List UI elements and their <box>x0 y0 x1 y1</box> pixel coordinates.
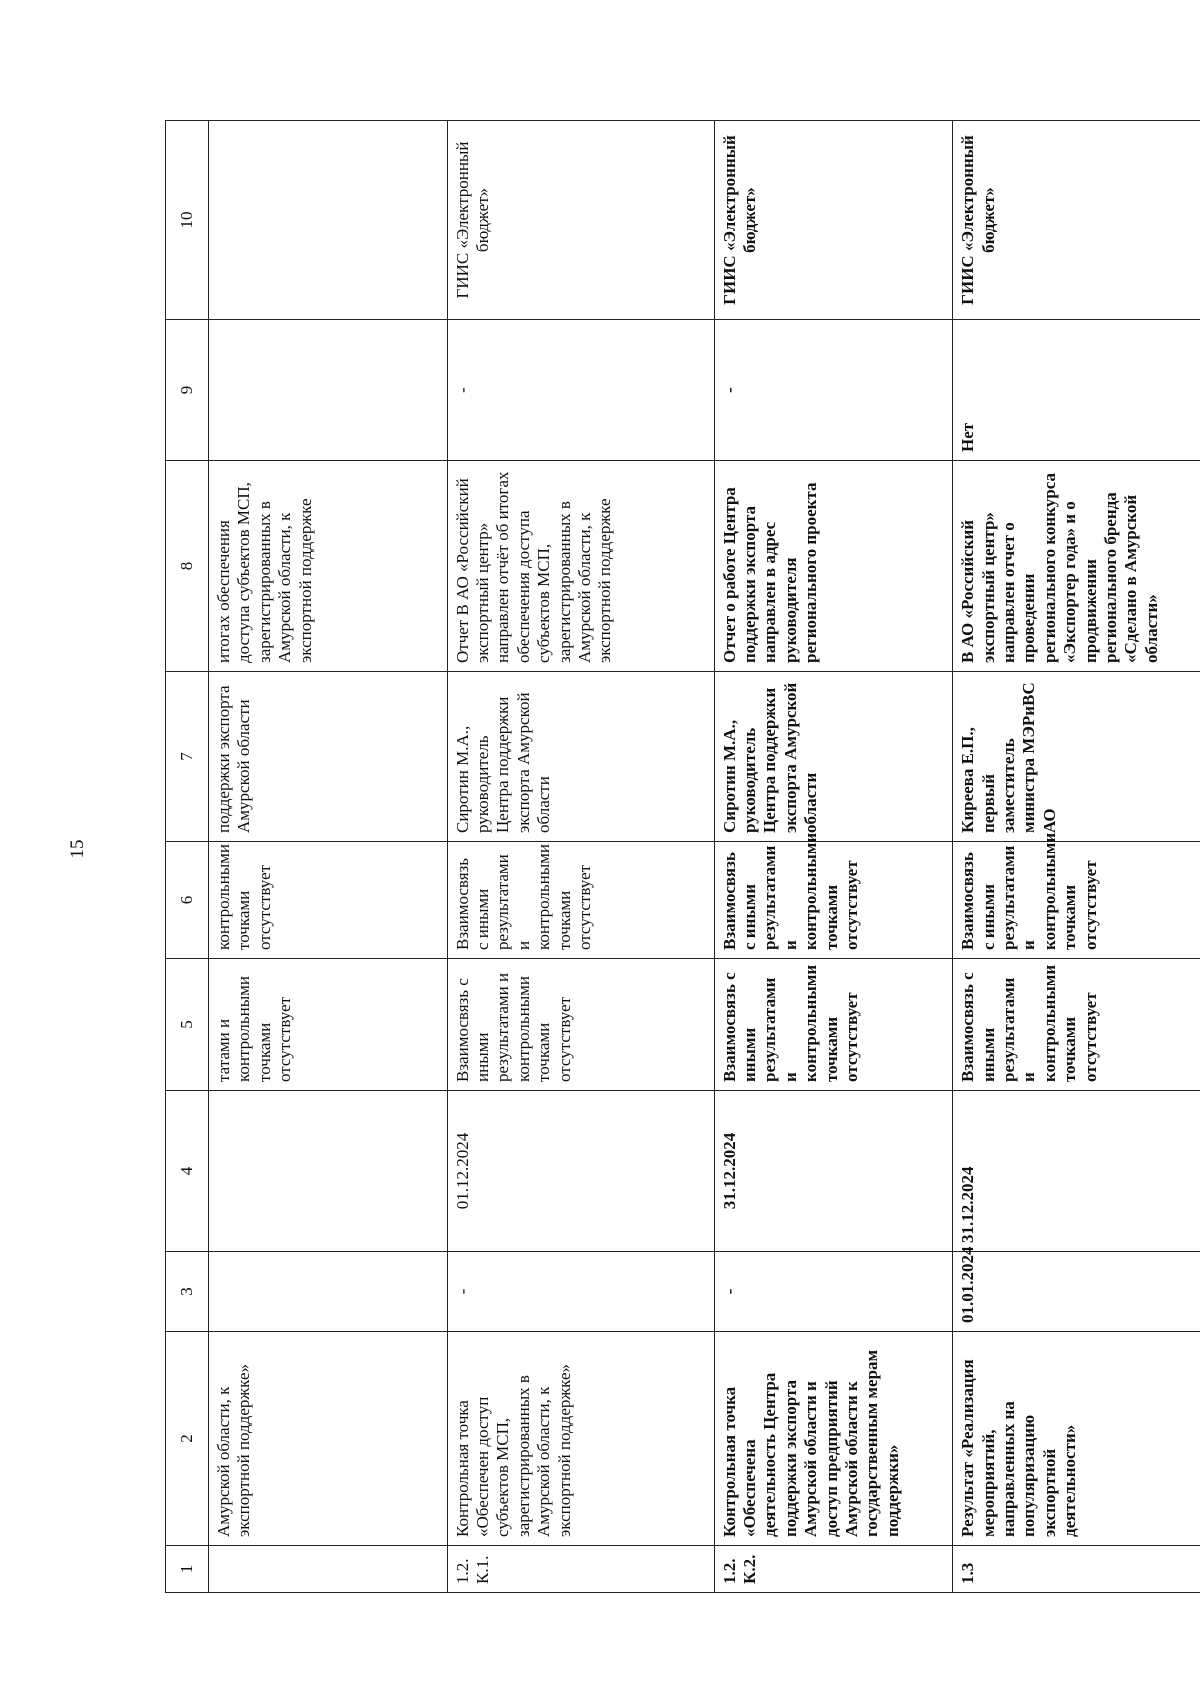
page-number: 15 <box>67 839 88 859</box>
cell-start-date <box>209 1252 448 1332</box>
cell-end-date: 01.12.2024 <box>447 1091 714 1252</box>
cell-link-next: Взаимосвязь с иными результатами и контрольными точками отсутствует <box>714 842 953 959</box>
cell-info-system: ГИИС «Электронный бюджет» <box>953 121 1200 320</box>
cell-number: 1.2. К.1. <box>447 1546 714 1593</box>
cell-name: Амурской области, к экспортной поддержке» <box>209 1332 448 1546</box>
cell-result-document: Отчет о работе Центра поддержки экспорта направлен в адрес руководителя регионального проекта <box>714 461 953 672</box>
cell-link-previous: Взаимосвязь с иными результатами и контрольными точками отсутствует <box>714 959 953 1091</box>
column-number-9: 9 <box>166 320 209 461</box>
cell-end-date <box>209 1091 448 1252</box>
cell-info-system <box>209 121 448 320</box>
cell-name: Контрольная точка «Обеспечена деятельность Центра поддержки экспорта Амурской области и доступ предприятий Амурской области к государственным мерам поддержки» <box>714 1332 953 1546</box>
cell-link-next: Взаимосвязь с иными результатами и контрольными точками отсутствует <box>447 842 714 959</box>
cell-result-document: В АО «Российский экспортный центр» направлен отчет о проведении регионального конкурса «Экспортер года» и о продвижении регионального бренда «Сделано в Амурской области» <box>953 461 1200 672</box>
cell-number: 1.3 <box>953 1546 1200 1593</box>
table-row <box>447 121 714 1593</box>
cell-start-date: - <box>714 1252 953 1332</box>
table-row <box>714 121 953 1593</box>
column-number-row <box>166 121 209 1593</box>
cell-number: 1.2. К.2. <box>714 1546 953 1593</box>
table-row <box>209 121 448 1593</box>
column-number-1: 1 <box>166 1546 209 1593</box>
column-number-10: 10 <box>166 121 209 320</box>
column-number-4: 4 <box>166 1091 209 1252</box>
cell-responsible: Сиротин М.А., руководитель Центра поддержки экспорта Амурской области <box>447 672 714 842</box>
column-number-3: 3 <box>166 1252 209 1332</box>
table-frame <box>165 121 1200 1593</box>
cell-info-system: ГИИС «Электронный бюджет» <box>714 121 953 320</box>
cell-end-date: 31.12.2024 <box>714 1091 953 1252</box>
column-number-6: 6 <box>166 842 209 959</box>
cell-name: Контрольная точка «Обеспечен доступ субъектов МСП, зарегистрированных в Амурской области, к экспортной поддержке» <box>447 1332 714 1546</box>
column-number-2: 2 <box>166 1332 209 1546</box>
table-row <box>953 121 1200 1593</box>
cell-responsible: Сиротин М.А., руководитель Центра поддержки экспорта Амурской области <box>714 672 953 842</box>
column-number-5: 5 <box>166 959 209 1091</box>
plan-table <box>165 120 1200 1593</box>
cell-link-next: Взаимосвязь с иными результатами и контрольными точками отсутствует <box>953 842 1200 959</box>
cell-start-date: 01.01.2024 <box>953 1252 1200 1332</box>
cell-start-date: - <box>447 1252 714 1332</box>
cell-link-next: контрольными точками отсутствует <box>209 842 448 959</box>
cell-responsible: поддержки экспорта Амурской области <box>209 672 448 842</box>
column-number-8: 8 <box>166 461 209 672</box>
cell-approval: - <box>714 320 953 461</box>
cell-responsible: Киреева Е.П., первый заместитель министра МЭРиВС АО <box>953 672 1200 842</box>
cell-end-date: 31.12.2024 <box>953 1091 1200 1252</box>
column-number-7: 7 <box>166 672 209 842</box>
cell-approval <box>209 320 448 461</box>
cell-name: Результат «Реализация мероприятий, направленных на популяризацию экспортной деятельности» <box>953 1332 1200 1546</box>
cell-info-system: ГИИС «Электронный бюджет» <box>447 121 714 320</box>
cell-link-previous: Взаимосвязь с иными результатами и контрольными точками отсутствует <box>447 959 714 1091</box>
cell-result-document: итогах обеспечения доступа субъектов МСП, зарегистрированных в Амурской области, к экспортной поддержке <box>209 461 448 672</box>
cell-number <box>209 1546 448 1593</box>
cell-link-previous: татами и контрольными точками отсутствует <box>209 959 448 1091</box>
cell-result-document: Отчет В АО «Российский экспортный центр» направлен отчёт об итогах обеспечения доступа субъектов МСП, зарегистрированных в Амурской области, к экспортной поддержке <box>447 461 714 672</box>
cell-link-previous: Взаимосвязь с иными результатами и контрольными точками отсутствует <box>953 959 1200 1091</box>
cell-approval: Нет <box>953 320 1200 461</box>
cell-approval: - <box>447 320 714 461</box>
rotated-table-container <box>165 121 1200 1593</box>
